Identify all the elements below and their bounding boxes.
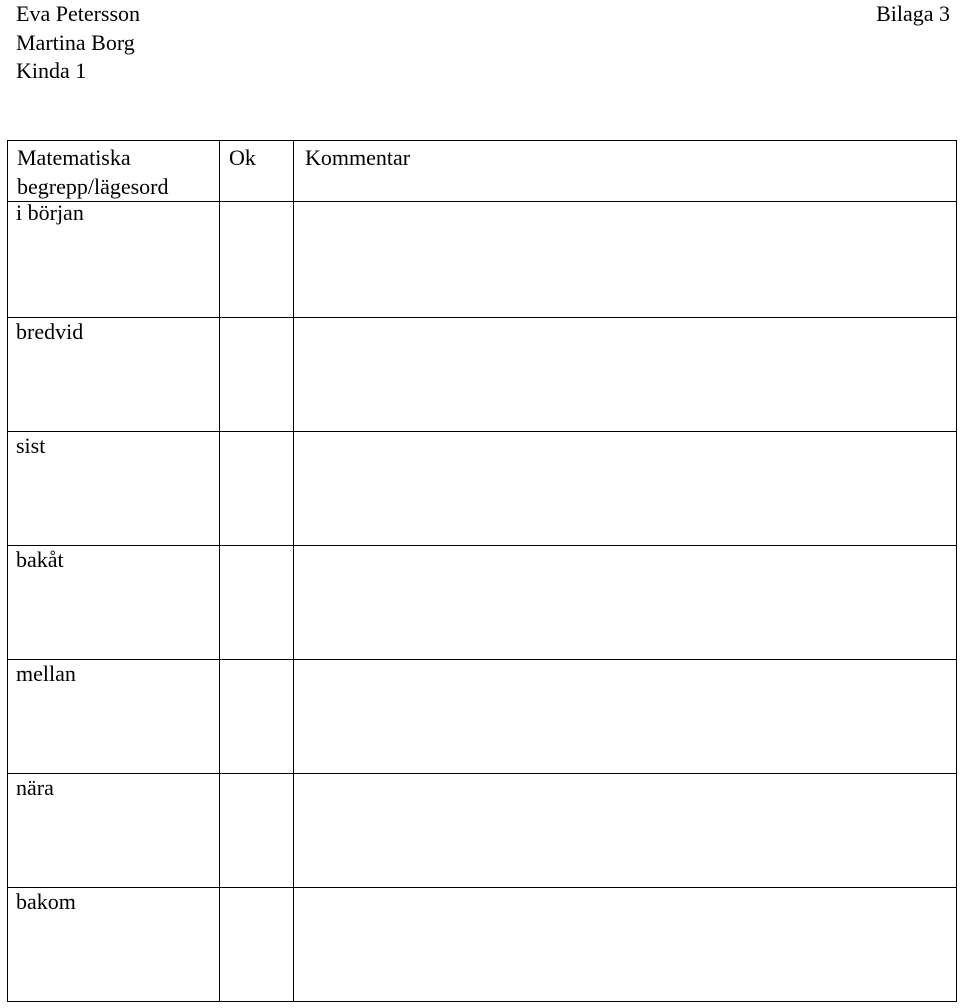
first-word-label: i början: [16, 200, 84, 225]
comment-cell[interactable]: [294, 546, 957, 660]
comment-column-header: [294, 141, 957, 202]
comment-cell[interactable]: [294, 318, 957, 432]
word-label: bakom: [16, 889, 76, 914]
comment-cell[interactable]: [294, 202, 957, 318]
word-cell: [8, 546, 220, 660]
concept-header-line-1: Matematiska: [17, 145, 131, 170]
comment-header-label: Kommentar: [305, 145, 411, 170]
author-name-1: Eva Petersson: [16, 1, 141, 26]
table-row: [8, 318, 957, 432]
concept-column-header: [8, 141, 220, 202]
comment-cell[interactable]: [294, 888, 957, 1002]
concept-header-line-2: begrepp/lägesord: [17, 173, 169, 199]
ok-cell[interactable]: [220, 432, 294, 546]
table-row: [8, 202, 957, 318]
table-row: [8, 774, 957, 888]
ok-cell[interactable]: [220, 546, 294, 660]
table-row: [8, 546, 957, 660]
ok-cell[interactable]: [220, 318, 294, 432]
word-label: bakåt: [16, 547, 64, 572]
ok-column-header: [220, 141, 294, 202]
word-cell: [8, 318, 220, 432]
concept-table: [7, 140, 957, 1002]
author-name-2: Martina Borg: [16, 29, 135, 55]
word-cell: [8, 432, 220, 546]
word-label: nära: [16, 775, 54, 800]
word-cell: [8, 774, 220, 888]
table-header-row: [8, 141, 957, 202]
table-row: [8, 432, 957, 546]
ok-cell[interactable]: [220, 888, 294, 1002]
ok-cell[interactable]: [220, 660, 294, 774]
ok-header-label: Ok: [229, 145, 256, 170]
class-name: Kinda 1: [16, 58, 87, 83]
author-block: [16, 0, 140, 86]
word-label: mellan: [16, 661, 76, 686]
comment-cell[interactable]: [294, 774, 957, 888]
ok-cell[interactable]: [220, 774, 294, 888]
ok-cell[interactable]: [220, 202, 294, 318]
comment-cell[interactable]: [294, 432, 957, 546]
appendix-label: Bilaga 3: [876, 1, 950, 26]
table-row: [8, 660, 957, 774]
word-cell: [8, 888, 220, 1002]
comment-cell[interactable]: [294, 660, 957, 774]
table-row: [8, 888, 957, 1002]
word-label: bredvid: [16, 319, 84, 344]
word-cell: [8, 660, 220, 774]
word-label: sist: [16, 433, 46, 458]
